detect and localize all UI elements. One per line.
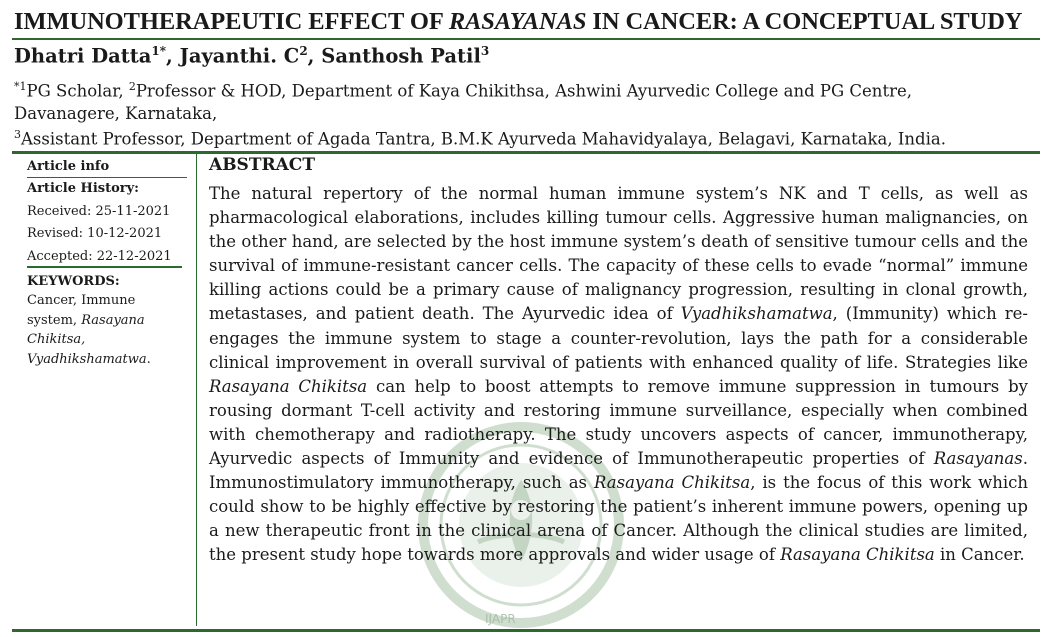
keywords-text: Cancer, Immune system, Rasayana Chikitsa, Vyadhikshamatwa. (27, 293, 151, 367)
article-info-heading: Article info (27, 155, 187, 178)
author-name: Jayanthi. C (179, 44, 300, 68)
column-divider (196, 154, 197, 626)
author-sup: 3 (480, 44, 490, 58)
abstract-heading: ABSTRACT (209, 155, 315, 175)
author-sup: 1* (151, 44, 167, 58)
abstract-body: The natural repertory of the normal human immune system’s NK and T cells, as well as pharmacological elaborations, includes killing tumour cells. Aggressive human malignancies, on the other hand, are selected by the host immune system’s death of sensitive tumour cells and the survival of immune-resistant cancer cells. The capacity of these cells to evade “normal” immune killing actions could be a primary cause of malignancy progression, resulting in clonal growth, metastases, and patient death. The Ayurvedic idea of Vyadhikshamatwa, (Immunity) which re-engages the immune system to stage a counter-revolution, lays the path for a considerable clinical improvement in overall survival of patients with enhanced quality of life. Strategies like Rasayana Chikitsa can help to boost attempts to remove immune suppression in tumours by rousing dormant T-cell activity and restoring immune surveillance, especially when combined with chemotherapy and radiotherapy. The study uncovers aspects of cancer, immunotherapy, Ayurvedic aspects of Immunity and evidence of Immunotherapeutic properties of Rasayanas. Immunostimulatory immunotherapy, such as Rasayana Chikitsa, is the focus of this work which could show to be highly effective by restoring the patient’s inherent immune powers, opening up a new therapeutic front in the clinical arena of Cancer. Although the clinical studies are limited, the present study hope towards more approvals and wider usage of Rasayana Chikitsa in Cancer. (209, 184, 1028, 565)
footer-rule (12, 629, 1040, 632)
authors-line: Dhatri Datta$^{1*}$, Jayanthi. $C^2$, Santhosh Patil$^3$ (14, 44, 490, 68)
affiliation-line-1: $^{*1}$PG Scholar, $^2$Professor & HOD, Department of Kaya Chikithsa, Ashwini Ayurvedic College and PG Centre, (14, 80, 912, 101)
header-rule (12, 151, 1040, 154)
seal-label: IJAPR (485, 612, 516, 626)
received-date: Received: 25-11-2021 (27, 203, 171, 219)
article-history-label: Article History: (27, 181, 139, 196)
keywords-label: KEYWORDS: (27, 274, 120, 289)
author-sup: 2 (299, 44, 308, 58)
title-rule (12, 38, 1040, 40)
article-info-panel (27, 155, 187, 369)
revised-date: Revised: 10-12-2021 (27, 226, 163, 241)
author-name: Dhatri Datta (14, 44, 152, 68)
author-name: Santhosh Patil (321, 44, 481, 68)
article-title: IMMUNOTHERAPEUTIC EFFECT OF RASAYANAS IN CANCER: A CONCEPTUAL STUDY (14, 8, 1023, 35)
accepted-date: Accepted: 22-12-2021 (27, 248, 172, 264)
affiliation-line-3: $^3$Assistant Professor, Department of Agada Tantra, B.M.K Ayurveda Mahavidyalaya, Belagavi, Karnataka, India. (14, 128, 946, 149)
affiliation-line-2: Davanagere, Karnataka, (14, 104, 218, 123)
